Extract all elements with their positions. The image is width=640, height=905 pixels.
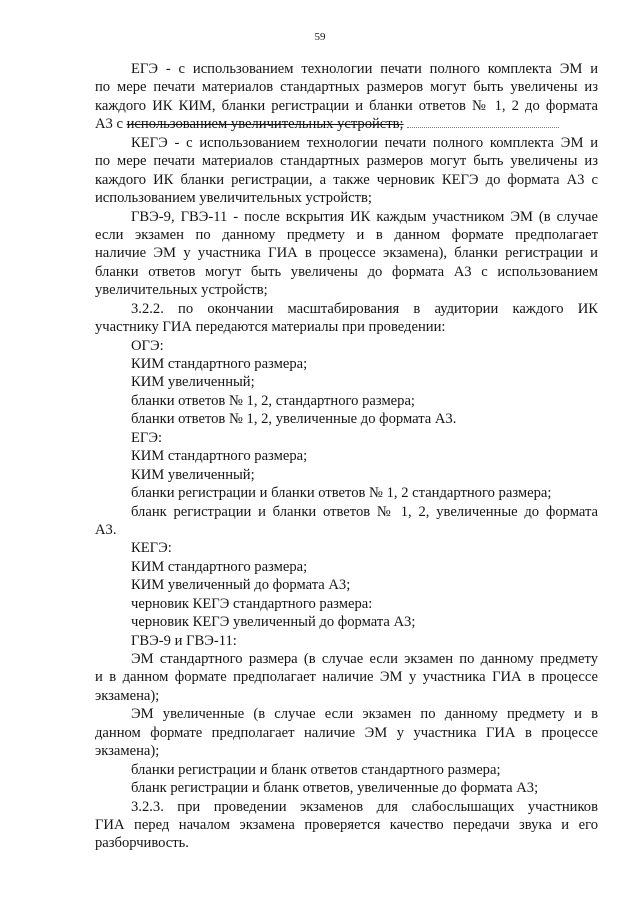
line-text: ГИА перед началом экзамена проверяется качество передачи звука и его — [95, 816, 598, 833]
text-line — [95, 668, 598, 686]
text-line — [95, 521, 598, 539]
text-line — [95, 576, 598, 594]
line-text: бланки ответов № 1, 2, увеличенные до формата А3. — [131, 411, 457, 428]
text-line — [95, 816, 598, 834]
text-line — [95, 798, 598, 816]
line-text: КИМ увеличенный; — [131, 466, 255, 483]
text-line — [95, 779, 598, 797]
line-text: 3.2.3. при проведении экзаменов для слабослышащих участников — [131, 798, 598, 815]
line-text: экзамена); — [95, 743, 160, 760]
line-text: ЭМ стандартного размера (в случае если экзамен по данному предмету — [131, 651, 598, 667]
line-text: А3 с — [95, 116, 127, 133]
text-line — [95, 373, 598, 391]
struck-text: использованием увеличительных устройств; — [126, 116, 404, 133]
line-text: бланки ответов № 1, 2, стандартного размера; — [131, 392, 415, 409]
text-line — [95, 466, 598, 484]
line-text: ГВЭ-9, ГВЭ-11 - после вскрытия ИК каждым участником ЭМ (в случае — [131, 208, 598, 225]
text-line — [95, 134, 598, 152]
line-text: бланк регистрации и бланк ответов, увеличенные до формата А3; — [131, 780, 539, 797]
line-text: бланк регистрации и бланки ответов № 1, 2, увеличенные до формата — [131, 503, 598, 520]
text-line — [95, 484, 598, 502]
text-line — [95, 539, 598, 557]
text-line — [95, 171, 598, 189]
line-text: КИМ увеличенный до формата А3; — [131, 577, 351, 594]
line-text: использованием увеличительных устройств; — [95, 190, 372, 207]
line-text: бланки регистрации и бланки ответов № 1, 2 стандартного размера; — [131, 485, 552, 502]
line-text: наличие ЭМ у участника ГИА в процессе экзамена), бланки регистрации и — [95, 245, 598, 262]
line-text: КИМ стандартного размера; — [131, 448, 308, 465]
line-text: данном формате предполагает наличие ЭМ у участника ГИА в процессе — [95, 724, 598, 741]
text-line — [95, 152, 598, 170]
text-line — [95, 632, 598, 650]
line-text: ЕГЭ: — [131, 429, 163, 446]
line-text: и в данном формате предполагает наличие ЭМ у участника ГИА в процессе — [95, 669, 598, 686]
line-text: по мере печати материалов стандартных размеров могут быть увеличены из — [95, 79, 598, 96]
line-text: бланки ответов могут быть увеличены до формата А3 с использованием — [95, 263, 598, 280]
text-line — [95, 244, 598, 262]
line-text: ГВЭ-9 и ГВЭ-11: — [131, 632, 237, 649]
line-text: КЕГЭ - с использованием технологии печати полного комплекта ЭМ и — [131, 134, 598, 151]
line-text: КИМ стандартного размера; — [131, 356, 308, 372]
text-line — [95, 503, 598, 521]
line-text: ЭМ увеличенные (в случае если экзамен по данному предмету и в — [131, 706, 598, 723]
text-line — [95, 281, 598, 299]
text-line — [95, 447, 598, 465]
text-line — [95, 558, 598, 576]
text-line — [95, 208, 598, 226]
text-line — [95, 318, 598, 336]
text-line — [95, 724, 598, 742]
line-text: ОГЭ: — [131, 337, 164, 354]
page-number: 59 — [314, 31, 326, 43]
line-text: каждого ИК бланки регистрации, а также черновик КЕГЭ до формата А3 с — [95, 171, 598, 188]
line-text: бланки регистрации и бланк ответов стандартного размера; — [131, 761, 501, 778]
line-text: 3.2.2. по окончании масштабирования в аудитории каждого ИК — [131, 300, 598, 317]
text-line — [95, 650, 598, 668]
text-line — [95, 355, 598, 373]
text-line — [95, 429, 598, 447]
line-text: А3. — [95, 521, 117, 538]
text-line — [95, 337, 598, 355]
text-line — [95, 392, 598, 410]
text-line — [95, 263, 598, 281]
line-text: черновик КЕГЭ стандартного размера: — [131, 595, 373, 612]
line-text: участнику ГИА передаются материалы при проведении: — [95, 319, 446, 336]
line-text: увеличительных устройств; — [95, 282, 268, 299]
text-line — [95, 761, 598, 779]
text-line — [95, 687, 598, 705]
line-text: экзамена); — [95, 687, 160, 704]
text-line — [95, 613, 598, 631]
line-text: каждого ИК КИМ, бланки регистрации и бланки ответов № 1, 2 до формата — [95, 97, 598, 114]
line-text: по мере печати материалов стандартных размеров могут быть увеличены из — [95, 153, 598, 170]
line-text: черновик КЕГЭ увеличенный до формата А3; — [131, 614, 416, 631]
text-line — [95, 78, 598, 96]
text-line — [95, 300, 598, 318]
text-line — [95, 226, 598, 244]
line-text: ЕГЭ - с использованием технологии печати полного комплекта ЭМ и — [131, 61, 598, 77]
text-line — [95, 742, 598, 760]
text-line — [95, 705, 598, 723]
document-body — [95, 60, 598, 853]
text-line — [95, 410, 598, 428]
text-line — [95, 115, 598, 133]
text-line — [95, 60, 598, 78]
text-line — [95, 97, 598, 115]
scan-artifact-scribble — [407, 122, 559, 128]
text-line — [95, 834, 598, 852]
line-text: КИМ увеличенный; — [131, 374, 255, 391]
line-text: КИМ стандартного размера; — [131, 558, 308, 575]
text-line — [95, 189, 598, 207]
text-line — [95, 595, 598, 613]
line-text: КЕГЭ: — [131, 540, 172, 557]
line-text: разборчивость. — [95, 835, 189, 852]
line-text: если экзамен по данному предмету и в данном формате предполагает — [95, 226, 598, 243]
